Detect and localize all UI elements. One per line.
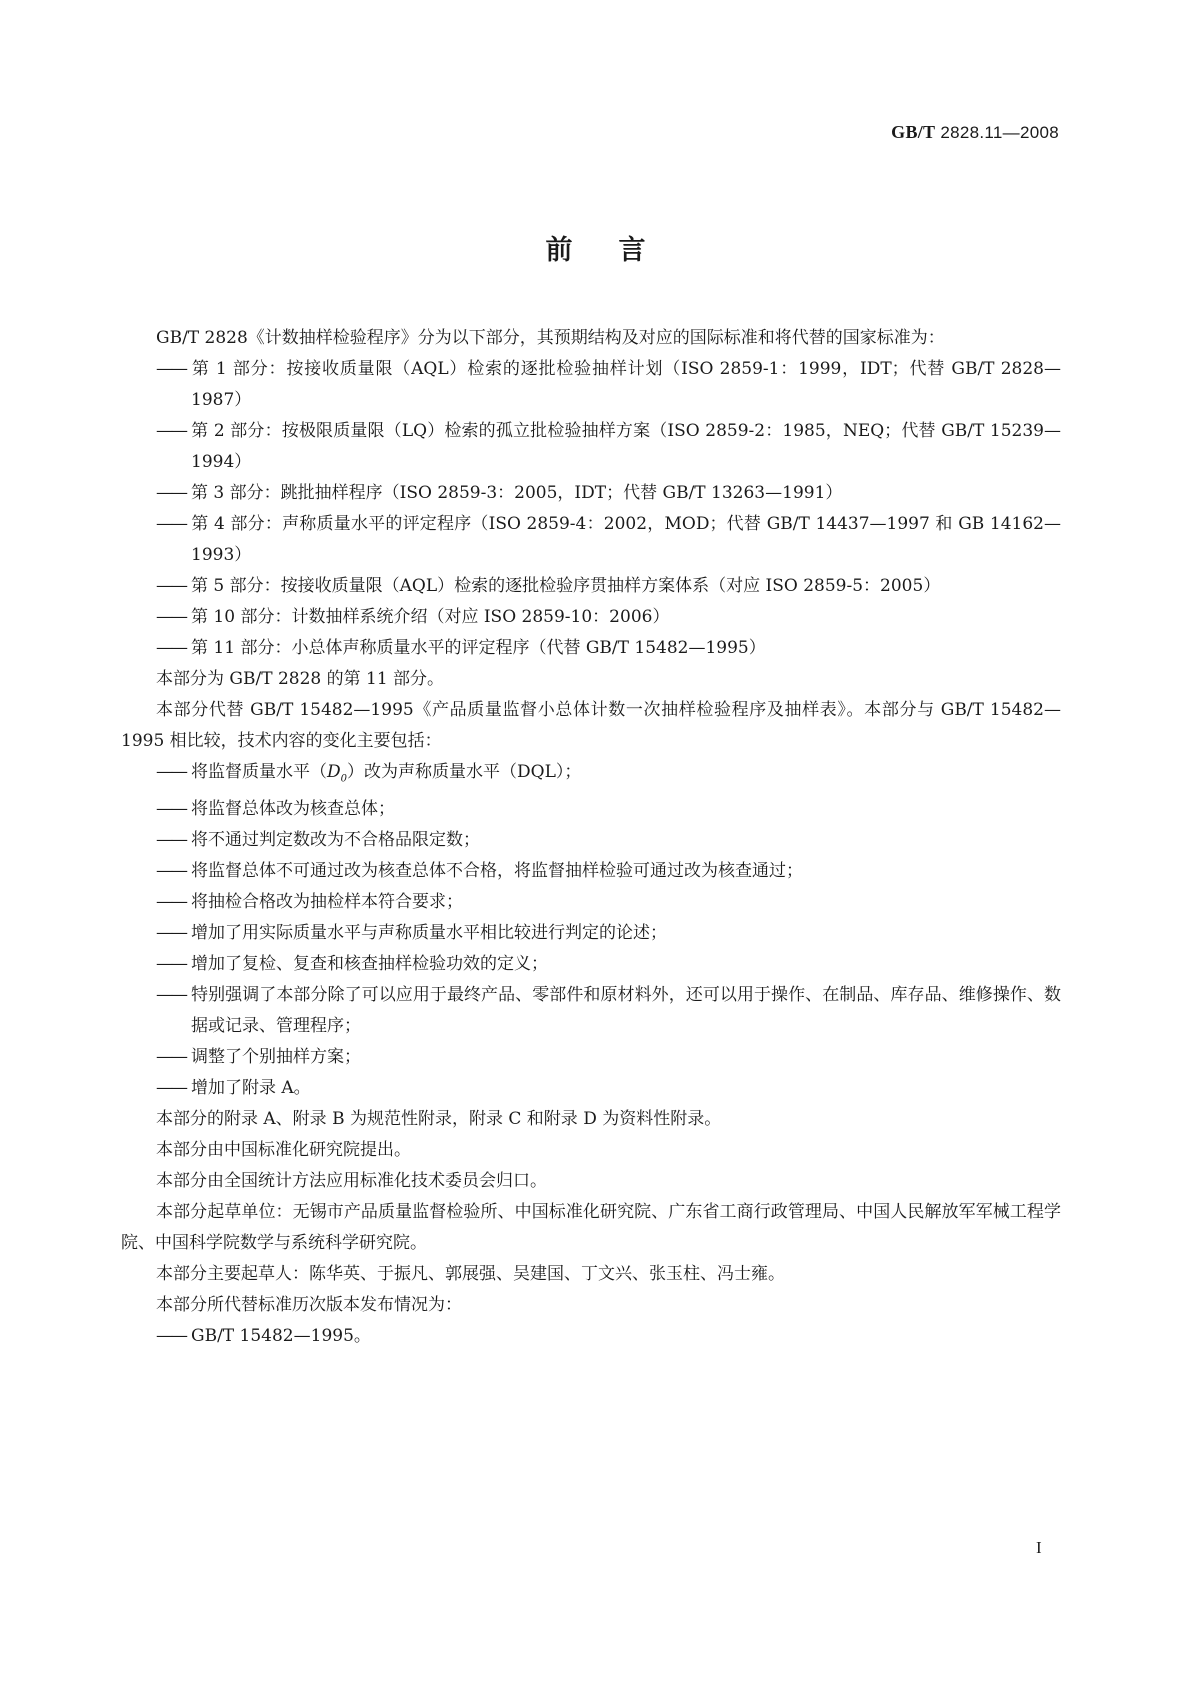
list-item-part-5 xyxy=(121,571,1061,602)
list-item-change-6 xyxy=(121,918,1061,949)
title-char-2: 言 xyxy=(618,235,646,266)
em-dash: —— xyxy=(156,1047,186,1068)
list-item-part-11 xyxy=(121,633,1061,664)
changes-list xyxy=(121,757,1061,1104)
parts-list xyxy=(121,354,1061,664)
list-item-change-10 xyxy=(121,1073,1061,1104)
this-part-paragraph: 本部分为 GB/T 2828 的第 11 部分。 xyxy=(156,669,445,689)
list-item-history-1 xyxy=(121,1321,1061,1352)
em-dash: —— xyxy=(156,954,186,975)
annex-paragraph: 本部分的附录 A、附录 B 为规范性附录，附录 C 和附录 D 为资料性附录。 xyxy=(156,1109,722,1130)
proposer-paragraph: 本部分由中国标准化研究院提出。 xyxy=(156,1140,411,1161)
drafters-paragraph: 本部分主要起草人：陈华英、于振凡、郭展强、吴建国、丁文兴、张玉柱、冯士雍。 xyxy=(156,1264,785,1285)
list-item-part-4 xyxy=(121,509,1061,571)
list-item-text: 第 1 部分：按接收质量限（AQL）检索的逐批检验抽样计划（ISO 2859-1：1999，IDT；代替 GB/T 2828—1987） xyxy=(191,359,1061,410)
list-item-text: 第 5 部分：按接收质量限（AQL）检索的逐批检验序贯抽样方案体系（对应 ISO 2859-5：2005） xyxy=(191,576,941,596)
change-text-post: ）改为声称质量水平（DQL）； xyxy=(347,762,582,782)
list-item-change-8 xyxy=(121,980,1061,1042)
em-dash: —— xyxy=(156,799,186,820)
list-item-text: 增加了复检、复查和核查抽样检验功效的定义； xyxy=(191,954,548,975)
em-dash: —— xyxy=(156,1326,186,1347)
list-item-change-1 xyxy=(121,757,1061,794)
list-item-text: 将不通过判定数改为不合格品限定数； xyxy=(191,830,480,851)
history-intro-paragraph: 本部分所代替标准历次版本发布情况为： xyxy=(156,1295,462,1316)
list-item-change-9 xyxy=(121,1042,1061,1073)
list-item-text: 增加了用实际质量水平与声称质量水平相比较进行判定的论述； xyxy=(191,923,667,944)
list-item-text: GB/T 15482—1995。 xyxy=(191,1326,371,1347)
em-dash: —— xyxy=(156,892,186,913)
list-item-text: 将监督总体改为核查总体； xyxy=(191,799,395,820)
change-text-pre: 将监督质量水平（ xyxy=(191,762,327,782)
list-item-change-4 xyxy=(121,856,1061,887)
symbol-subscript: 0 xyxy=(340,773,348,785)
standard-code-header xyxy=(891,122,1059,143)
em-dash: —— xyxy=(156,923,186,944)
page-title xyxy=(0,228,1191,267)
list-item-change-2 xyxy=(121,794,1061,825)
em-dash: —— xyxy=(156,985,186,1006)
history-list xyxy=(121,1321,1061,1352)
em-dash: —— xyxy=(156,1078,186,1099)
em-dash: —— xyxy=(156,607,186,627)
em-dash: —— xyxy=(156,421,186,441)
list-item-part-3 xyxy=(121,478,1061,509)
list-item-text: 第 4 部分：声称质量水平的评定程序（ISO 2859-4：2002，MOD；代替 GB/T 14437—1997 和 GB 14162—1993） xyxy=(191,514,1061,565)
list-item-part-1 xyxy=(121,354,1061,416)
em-dash: —— xyxy=(156,576,186,596)
list-item-text: 特别强调了本部分除了可以应用于最终产品、零部件和原材料外，还可以用于操作、在制品、库存品、维修操作、数据或记录、管理程序； xyxy=(191,985,1061,1037)
em-dash: —— xyxy=(156,359,186,379)
symbol-d: D xyxy=(327,762,341,782)
em-dash: —— xyxy=(156,762,186,782)
intro-paragraph: GB/T 2828《计数抽样检验程序》分为以下部分，其预期结构及对应的国际标准和将代替的国家标准为： xyxy=(156,328,945,348)
list-item-text: 将监督总体不可通过改为核查总体不合格，将监督抽样检验可通过改为核查通过； xyxy=(191,861,803,882)
em-dash: —— xyxy=(156,514,186,534)
list-item-change-7 xyxy=(121,949,1061,980)
list-item-text: 调整了个别抽样方案； xyxy=(191,1047,361,1068)
em-dash: —— xyxy=(156,861,186,882)
list-item-text: 第 10 部分：计数抽样系统介绍（对应 ISO 2859-10：2006） xyxy=(191,607,670,627)
list-item-text: 将抽检合格改为抽检样本符合要求； xyxy=(191,892,463,913)
list-item-change-5 xyxy=(121,887,1061,918)
list-item-change-3 xyxy=(121,825,1061,856)
replaces-paragraph: 本部分代替 GB/T 15482—1995《产品质量监督小总体计数一次抽样检验程序及抽样表》。本部分与 GB/T 15482—1995 相比较，技术内容的变化主要包括： xyxy=(121,700,1061,751)
foreword-body xyxy=(121,323,1061,1352)
title-char-1: 前 xyxy=(545,235,573,266)
em-dash: —— xyxy=(156,638,186,658)
standard-code-number: 2828.11—2008 xyxy=(940,123,1059,142)
drafting-units-paragraph: 本部分起草单位：无锡市产品质量监督检验所、中国标准化研究院、广东省工商行政管理局、中国人民解放军军械工程学院、中国科学院数学与系统科学研究院。 xyxy=(121,1202,1061,1254)
list-item-text: 第 2 部分：按极限质量限（LQ）检索的孤立批检验抽样方案（ISO 2859-2：1985，NEQ；代替 GB/T 15239—1994） xyxy=(191,421,1061,472)
em-dash: —— xyxy=(156,483,186,503)
list-item-text: 第 3 部分：跳批抽样程序（ISO 2859-3：2005，IDT；代替 GB/T 13263—1991） xyxy=(191,483,843,503)
list-item-text: 第 11 部分：小总体声称质量水平的评定程序（代替 GB/T 15482—1995） xyxy=(191,638,766,658)
committee-paragraph: 本部分由全国统计方法应用标准化技术委员会归口。 xyxy=(156,1171,547,1192)
standard-code-prefix: GB/T xyxy=(891,122,936,142)
page-number: I xyxy=(1036,1538,1042,1557)
list-item-part-10 xyxy=(121,602,1061,633)
symbol-d0 xyxy=(327,762,348,785)
list-item-part-2 xyxy=(121,416,1061,478)
em-dash: —— xyxy=(156,830,186,851)
list-item-text: 增加了附录 A。 xyxy=(191,1078,311,1099)
